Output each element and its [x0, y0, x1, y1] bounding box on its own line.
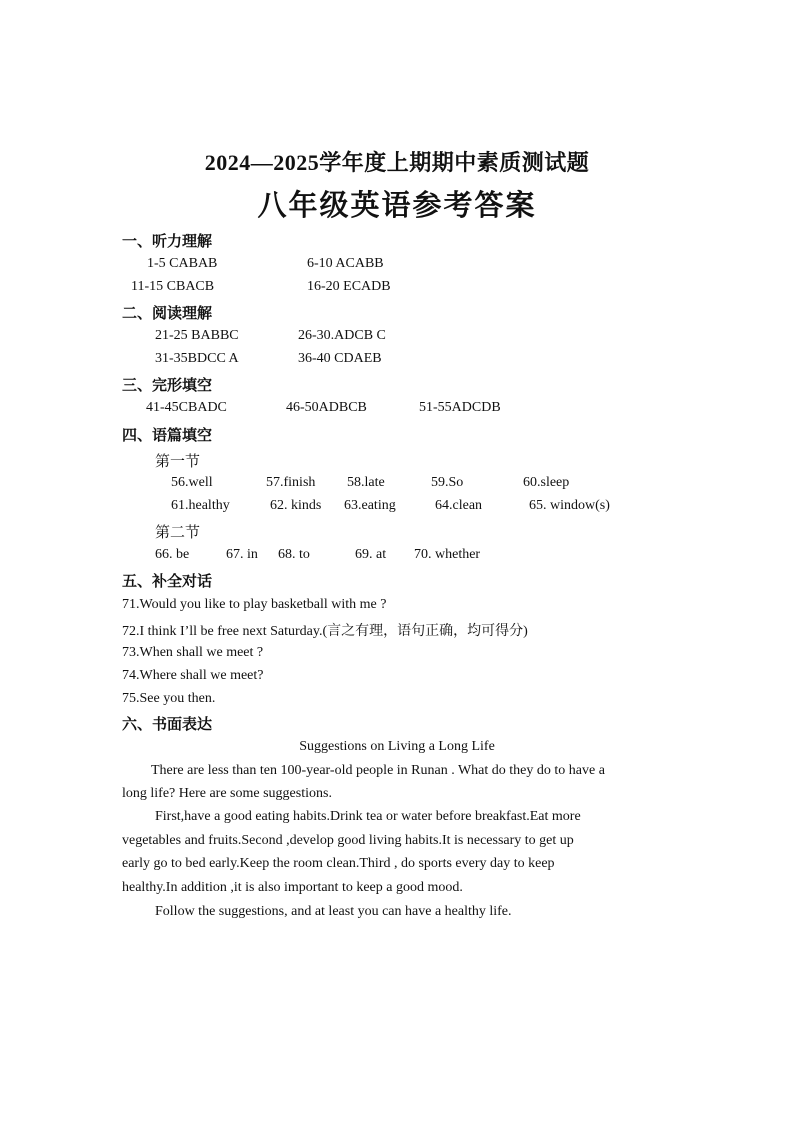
answer-58: 58.late [347, 475, 385, 490]
answer-73: 73.When shall we meet ? [122, 645, 264, 660]
answer-61: 61.healthy [171, 498, 230, 513]
section-3-heading: 三、完形填空 [122, 376, 213, 394]
answer-64: 64.clean [435, 498, 483, 513]
answer-69: 69. at [355, 547, 387, 562]
essay-line-2: long life? Here are some suggestions. [122, 786, 332, 801]
answer-74: 74.Where shall we meet? [122, 668, 264, 683]
answer-75: 75.See you then. [122, 691, 216, 706]
answer-72: 72.I think I’ll be free next Saturday.(言之有理，语句正确，均可得分) [122, 624, 528, 639]
answer-66: 66. be [155, 547, 190, 562]
essay-line-5: early go to bed early.Keep the room clean.Third , do sports every day to keep [122, 856, 555, 871]
answer-36-40: 36-40 CDAEB [298, 351, 382, 366]
section-5-heading: 五、补全对话 [122, 572, 213, 590]
answer-26-30: 26-30.ADCB C [298, 328, 386, 343]
answer-46-50: 46-50ADBCB [286, 400, 367, 415]
answer-57: 57.finish [266, 475, 316, 490]
title-line-2: 八年级英语参考答案 [257, 190, 537, 222]
answer-21-25: 21-25 BABBC [155, 328, 239, 343]
answer-70: 70. whether [414, 547, 481, 562]
section-2-heading: 二、阅读理解 [122, 304, 213, 322]
answer-67: 67. in [226, 547, 258, 562]
section-6-heading: 六、书面表达 [122, 715, 213, 733]
part-2-label: 第二节 [155, 523, 201, 541]
title-line-1: 2024—2025学年度上期期中素质测试题 [204, 150, 590, 175]
essay-line-3: First,have a good eating habits.Drink tea or water before breakfast.Eat more [155, 809, 581, 824]
answer-65: 65. window(s) [529, 498, 610, 513]
answer-31-35: 31-35BDCC A [155, 351, 239, 366]
answer-63: 63.eating [344, 498, 396, 513]
essay-line-4: vegetables and fruits.Second ,develop good living habits.It is necessary to get up [122, 833, 574, 848]
answer-68: 68. to [278, 547, 310, 562]
answer-60: 60.sleep [523, 475, 570, 490]
answer-62: 62. kinds [270, 498, 322, 513]
section-1-heading: 一、听力理解 [122, 232, 213, 250]
essay-line-6: healthy.In addition ,it is also important to keep a good mood. [122, 880, 463, 895]
answer-1-5: 1-5 CABAB [147, 256, 218, 271]
answer-6-10: 6-10 ACABB [307, 256, 384, 271]
essay-line-1: There are less than ten 100-year-old people in Runan . What do they do to have a [151, 763, 605, 778]
answer-59: 59.So [431, 475, 464, 490]
section-4-heading: 四、语篇填空 [122, 426, 213, 444]
answer-41-45: 41-45CBADC [146, 400, 227, 415]
part-1-label: 第一节 [155, 452, 201, 470]
answer-71: 71.Would you like to play basketball with me ? [122, 597, 387, 612]
answer-16-20: 16-20 ECADB [307, 279, 391, 294]
answer-56: 56.well [171, 475, 213, 490]
answer-51-55: 51-55ADCDB [419, 400, 501, 415]
answer-11-15: 11-15 CBACB [131, 279, 215, 294]
essay-title: Suggestions on Living a Long Life [299, 739, 495, 754]
essay-line-7: Follow the suggestions, and at least you can have a healthy life. [155, 904, 512, 919]
